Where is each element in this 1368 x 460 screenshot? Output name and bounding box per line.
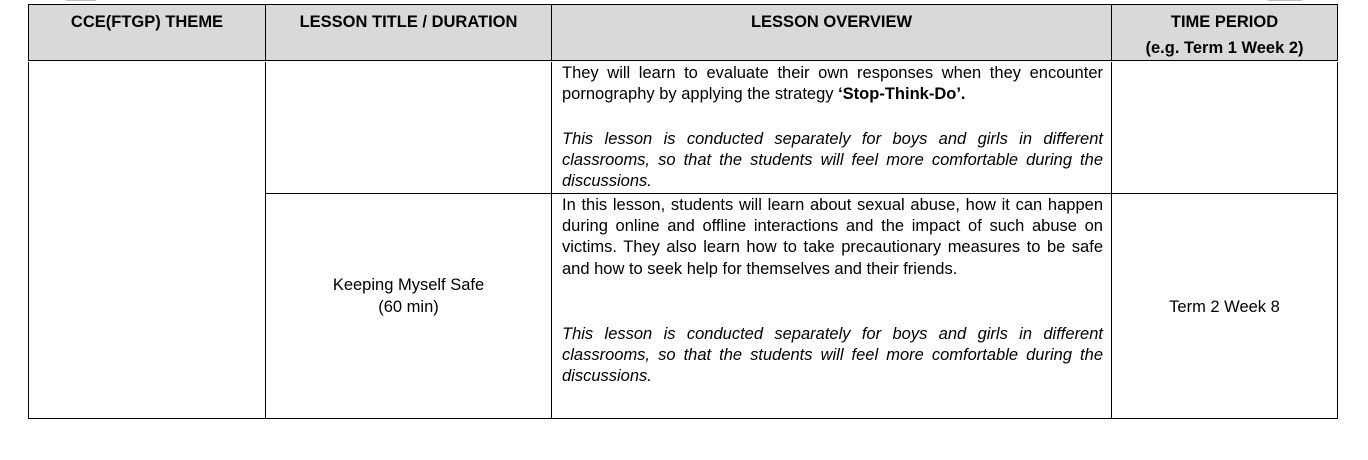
row1-overview-intro-text: They will learn to evaluate their own responses when they encounter pornography by applying the strategy xyxy=(562,64,1103,104)
row2-lesson-title: Keeping Myself Safe xyxy=(332,276,485,294)
row1-overview-strategy: ‘Stop-Think-Do’. xyxy=(838,85,966,104)
header-time-period xyxy=(1111,4,1338,61)
theme-cell xyxy=(28,62,266,419)
header-theme xyxy=(28,4,266,61)
header-time-period-example: (e.g. Term 1 Week 2) xyxy=(1145,39,1304,57)
row2-overview-intro: In this lesson, students will learn about sexual abuse, how it can happen during online and offline interactions and the impact of such abuse on victims. They also learn how to take precautionary measures to be safe and how to seek help for themselves and their friends. xyxy=(562,196,1103,278)
header-lesson-title xyxy=(265,4,552,61)
row2-time-period: Term 2 Week 8 xyxy=(1169,298,1280,316)
row1-overview-note: This lesson is conducted separately for boys and girls in different classrooms, so that the students will feel more comfortable during the discussions. xyxy=(562,130,1103,191)
row2-lesson-title-block xyxy=(266,275,551,318)
row2-overview-note: This lesson is conducted separately for boys and girls in different classrooms, so that the students will feel more comfortable during the discussions. xyxy=(562,325,1103,386)
header-overview xyxy=(551,4,1112,61)
row1-overview-cell xyxy=(551,62,1112,194)
row1-overview-intro xyxy=(562,63,1103,105)
row2-time-period-cell xyxy=(1111,193,1338,419)
header-time-period-label: TIME PERIOD xyxy=(1170,13,1279,31)
row2-lesson-title-cell xyxy=(265,193,552,419)
header-lesson-title-label: LESSON TITLE / DURATION xyxy=(299,13,518,31)
row2-overview-cell xyxy=(551,193,1112,419)
row1-lesson-title-cell xyxy=(265,62,552,194)
row2-lesson-duration: (60 min) xyxy=(378,297,439,316)
header-overview-label: LESSON OVERVIEW xyxy=(750,13,913,31)
header-theme-label: CCE(FTGP) THEME xyxy=(70,13,224,31)
row1-time-period-cell xyxy=(1111,62,1338,194)
